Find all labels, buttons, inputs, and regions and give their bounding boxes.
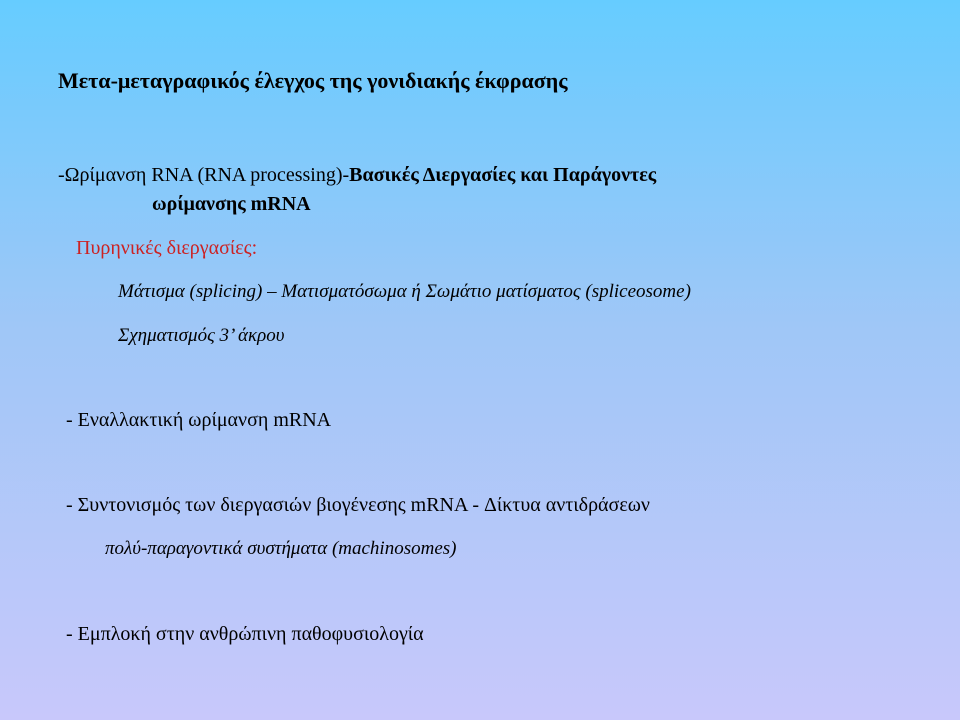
processing-heading [58,164,656,187]
splicing-item: Μάτισμα (splicing) – Ματισματόσωμα ή Σωμάτιο ματίσματος (spliceosome) [118,281,691,302]
alternative-processing-item: - Εναλλακτική ωρίμανση mRNA [66,409,332,431]
nuclear-processes-label: Πυρηνικές διεργασίες: [76,237,258,259]
processing-prefix: -Ωρίμανση RNA (RNA processing)- [58,164,350,186]
pathophysiology-item: - Εμπλοκή στην ανθρώπινη παθοφυσιολογία [66,623,424,645]
processing-heading-line2: ωρίμανσης mRNA [152,193,311,215]
slide-title: Μετα-μεταγραφικός έλεγχος της γονιδιακής έκφρασης [58,68,568,93]
processing-bold: Βασικές Διεργασίες και Παράγοντες [349,164,657,186]
machinosomes-item: πολύ-παραγοντικά συστήματα (machinosomes) [105,538,457,559]
coordination-item: - Συντονισμός των διεργασιών βιογένεσης mRNA - Δίκτυα αντιδράσεων [66,494,650,516]
three-prime-end-item: Σχηματισμός 3’ άκρου [118,325,285,346]
